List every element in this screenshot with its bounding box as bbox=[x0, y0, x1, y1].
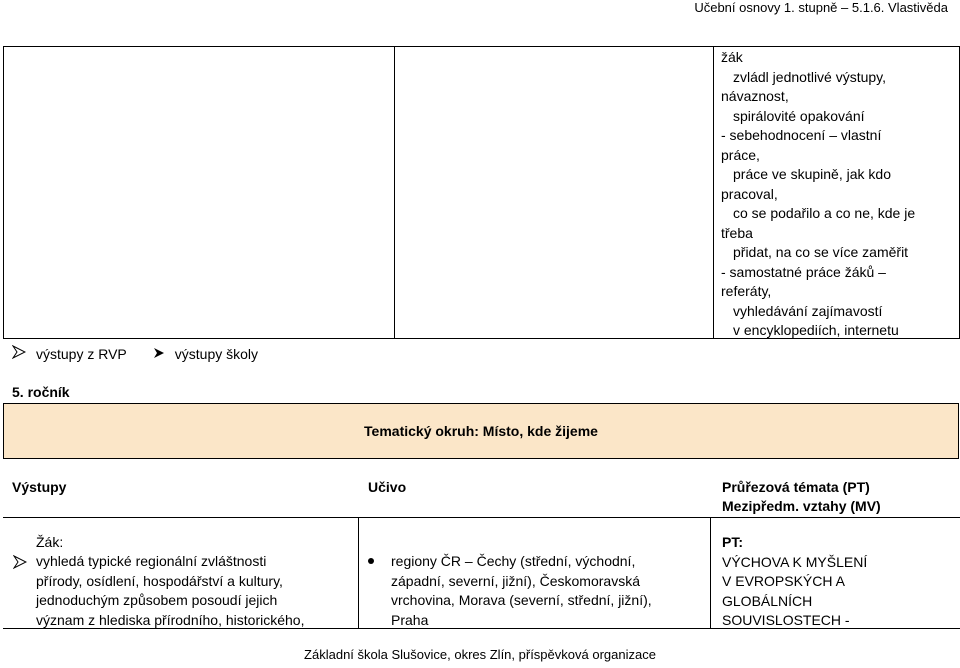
pt-label: PT: bbox=[722, 534, 743, 550]
column-heading-pt-line2: Mezipředm. vztahy (MV) bbox=[722, 498, 881, 514]
pt-line: GLOBÁLNÍCH bbox=[722, 592, 813, 609]
row-pt-text bbox=[722, 533, 867, 631]
evaluation-line: návaznost, bbox=[721, 88, 789, 104]
bullet-icon bbox=[368, 558, 374, 564]
page-footer: Základní škola Slušovice, okres Zlín, příspěvková organizace bbox=[304, 647, 656, 662]
evaluation-line: co se podařilo a co ne, kde je bbox=[733, 205, 916, 221]
evaluation-line: třeba bbox=[721, 224, 753, 241]
ucivo-line: vrchovina, Morava (severní, střední, jižní), bbox=[391, 592, 652, 608]
row-vystup-text bbox=[36, 552, 304, 630]
pt-line: V EVROPSKÝCH A bbox=[722, 573, 845, 589]
filled-arrow-icon bbox=[153, 346, 165, 362]
evaluation-line: v encyklopediích, internetu bbox=[733, 322, 899, 338]
evaluation-line: - samostatné práce žáků – bbox=[721, 263, 886, 280]
evaluation-cell bbox=[721, 48, 915, 341]
table-border-col1 bbox=[394, 47, 395, 339]
evaluation-line: - sebehodnocení – vlastní bbox=[721, 127, 882, 143]
legend bbox=[12, 345, 284, 362]
ucivo-line: Praha bbox=[391, 611, 429, 628]
evaluation-line: referáty, bbox=[721, 283, 772, 299]
vystup-line: přírody, osídlení, hospodářství a kultury, bbox=[36, 572, 283, 589]
row-border-col2 bbox=[710, 517, 711, 628]
legend-rvp-label: výstupy z RVP bbox=[36, 345, 127, 362]
evaluation-line: pracoval, bbox=[721, 185, 778, 202]
pt-line: VÝCHOVA K MYŠLENÍ bbox=[722, 553, 868, 570]
page-header-title: Učební osnovy 1. stupně – 5.1.6. Vlastivěda bbox=[694, 0, 948, 15]
vystup-line: vyhledá typické regionální zvláštnosti bbox=[36, 553, 267, 569]
table-border-left bbox=[3, 47, 4, 339]
evaluation-line: žák bbox=[721, 49, 743, 65]
legend-skoly-label: výstupy školy bbox=[174, 345, 259, 362]
grade-heading: 5. ročník bbox=[12, 384, 70, 400]
evaluation-line: práce, bbox=[721, 146, 760, 163]
pt-line: SOUVISLOSTECH - bbox=[722, 612, 850, 628]
column-heading-vystupy: Výstupy bbox=[12, 479, 67, 495]
vystup-line: jednoduchým způsobem posoudí jejich bbox=[36, 592, 278, 608]
table-border-col2 bbox=[713, 47, 714, 339]
table-border-bottom bbox=[3, 338, 960, 339]
evaluation-line: přidat, na co se více zaměřit bbox=[733, 244, 909, 260]
theme-title: Tematický okruh: Místo, kde žijeme bbox=[364, 423, 598, 439]
vystup-line: význam z hlediska přírodního, historického, bbox=[36, 611, 305, 628]
evaluation-line: zvládl jednotlivé výstupy, bbox=[733, 68, 887, 85]
row-border-top bbox=[3, 517, 960, 518]
evaluation-line: vyhledávání zajímavostí bbox=[733, 302, 883, 319]
ucivo-line: západní, severní, jižní), Českomoravská bbox=[391, 572, 640, 589]
row-zak-label: Žák: bbox=[36, 534, 64, 550]
column-heading-pt-line1: Průřezová témata (PT) bbox=[722, 479, 870, 495]
theme-box bbox=[3, 403, 959, 459]
ucivo-line: regiony ČR – Čechy (střední, východní, bbox=[391, 553, 636, 569]
outline-arrow-icon bbox=[13, 555, 27, 572]
evaluation-line: spirálovité opakování bbox=[733, 107, 865, 124]
row-border-col1 bbox=[358, 517, 359, 628]
column-heading-ucivo: Učivo bbox=[368, 479, 407, 495]
row-ucivo-text bbox=[391, 552, 652, 630]
evaluation-line: práce ve skupině, jak kdo bbox=[733, 166, 891, 182]
outline-arrow-icon bbox=[12, 345, 26, 362]
column-heading-pt bbox=[722, 478, 881, 516]
